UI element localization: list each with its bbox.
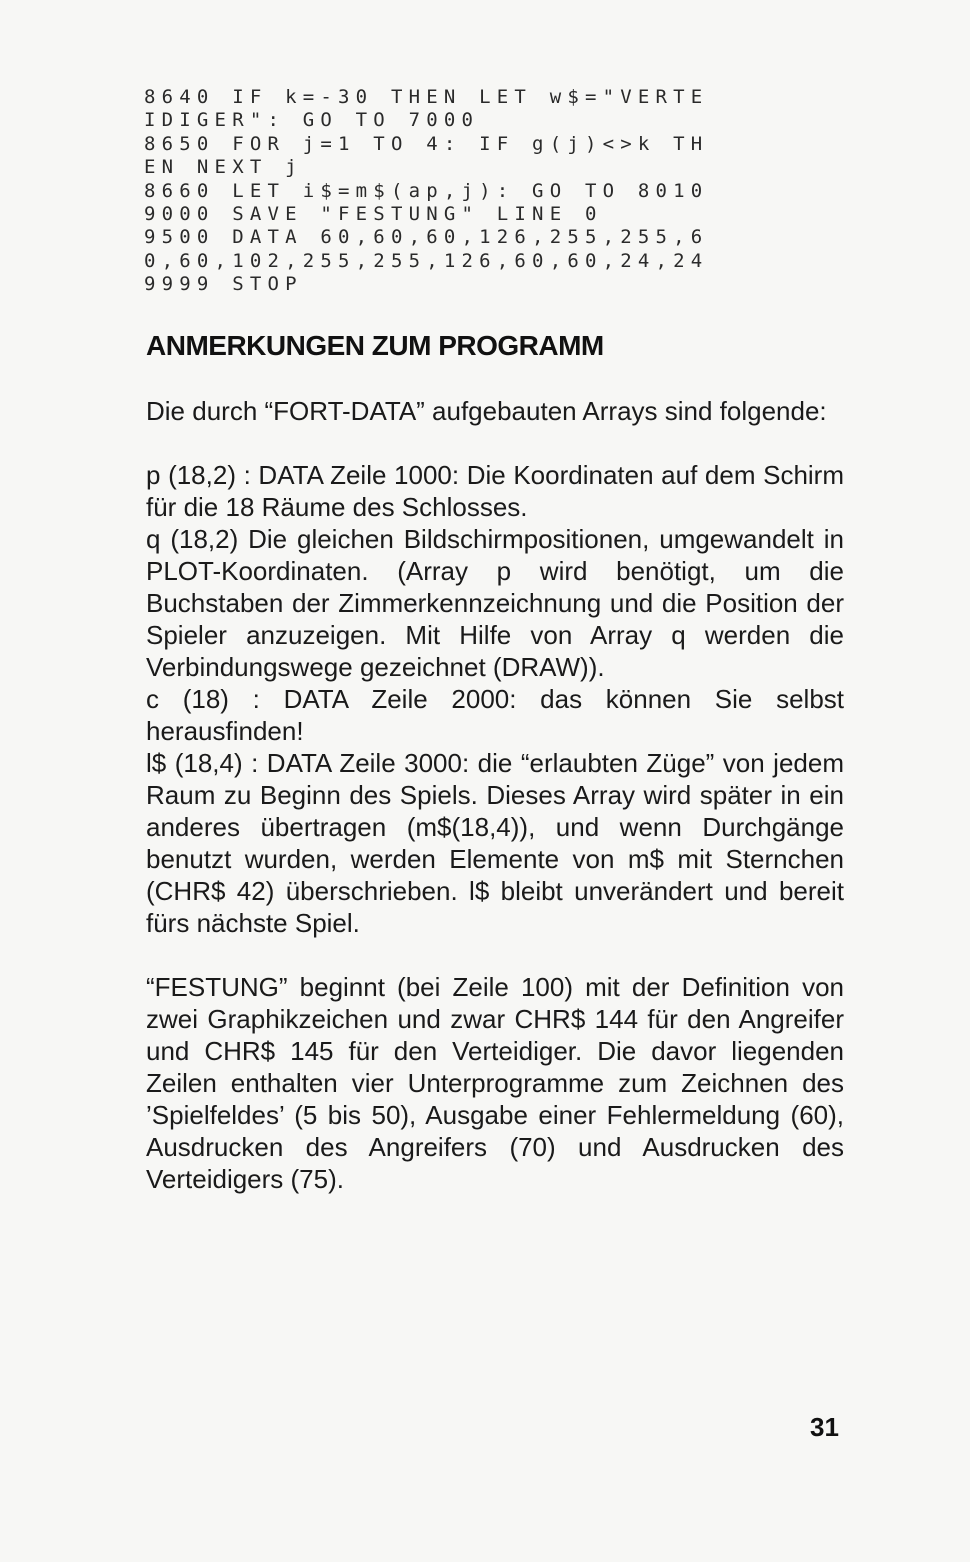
body-text <box>146 395 844 1195</box>
listing-line: 9500 DATA 60,60,60,126,255,255,6 <box>144 226 709 249</box>
listing-line: IDIGER": GO TO 7000 <box>144 109 480 132</box>
paragraph-intro: Die durch “FORT-DATA” aufgebauten Arrays sind folgende: <box>146 396 827 426</box>
basic-program-listing <box>144 86 844 297</box>
section-heading: ANMERKUNGEN ZUM PROGRAMM <box>146 330 604 361</box>
listing-line: 8660 LET i$=m$(ap,j): GO TO 8010 <box>144 179 709 202</box>
paragraph-array-p: p (18,2) : DATA Zeile 1000: Die Koordinaten auf dem Schirm für die 18 Räume des Schlosses. <box>146 460 844 522</box>
page-number: 31 <box>810 1412 839 1442</box>
paragraph-array-l: l$ (18,4) : DATA Zeile 3000: die “erlaubten Züge” von jedem Raum zu Beginn des Spiels. Dieses Array wird später in ein anderes übertragen (m$(18,4)), und wenn Durchgänge benutzt wurden, werden Elemente von m$ mit Sternchen (CHR$ 42) überschrieben. l$ bleibt unverändert und bereit fürs nächste Spiel. <box>146 748 844 938</box>
listing-line: EN NEXT j <box>144 156 303 179</box>
paragraph-festung: “FESTUNG” beginnt (bei Zeile 100) mit der Definition von zwei Graphikzeichen und zwar CHR$ 144 für den Angreifer und CHR$ 145 für den Verteidiger. Die davor liegenden Zeilen enthalten vier Unterprogramme zum Zeichnen des ’Spielfeldes’ (5 bis 50), Ausgabe einer Fehlermeldung (60), Ausdrucken des Angreifers (70) und Ausdrucken des Verteidigers (75). <box>146 972 844 1194</box>
listing-line: 8650 FOR j=1 TO 4: IF g(j)<>k TH <box>144 132 709 155</box>
listing-line: 8640 IF k=-30 THEN LET w$="VERTE <box>144 86 709 108</box>
paragraph-array-q: q (18,2) Die gleichen Bildschirmpositionen, umgewandelt in PLOT-Koordinaten. (Array p wird benötigt, um die Buchstaben der Zimmerkennzeichnung und die Position der Spieler anzuzeigen. Mit Hilfe von Array q werden die Verbindungswege gezeichnet (DRAW)). <box>146 524 844 682</box>
listing-line: 9000 SAVE "FESTUNG" LINE 0 <box>144 202 603 225</box>
listing-line: 0,60,102,255,255,126,60,60,24,24 <box>144 249 709 272</box>
paragraph-array-c: c (18) : DATA Zeile 2000: das können Sie selbst herausfinden! <box>146 684 844 746</box>
listing-line: 9999 STOP <box>144 273 303 296</box>
